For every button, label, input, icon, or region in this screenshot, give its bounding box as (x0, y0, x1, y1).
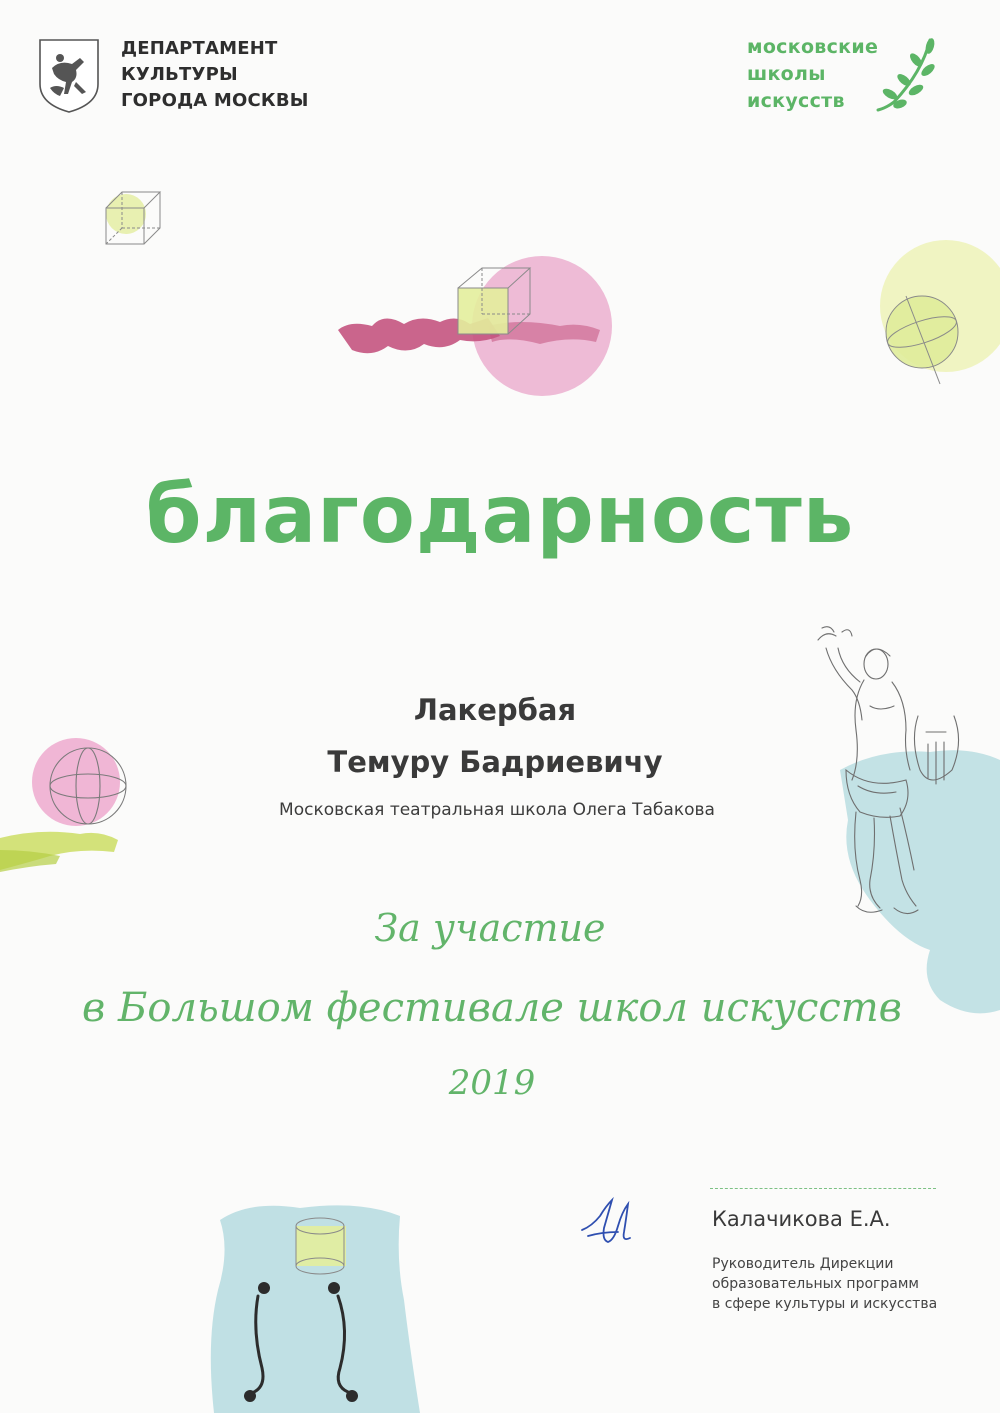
signature-mark (578, 1196, 634, 1248)
recipient-name (0, 684, 990, 788)
position-line: в сфере культуры и искусства (712, 1296, 938, 1312)
brand-line: искусств (747, 90, 845, 112)
pink-sphere-cube-sketch (338, 256, 612, 396)
department-line: КУЛЬТУРЫ (121, 64, 238, 85)
sphere-sketch-right (880, 240, 1000, 384)
position-line: Руководитель Дирекции (712, 1256, 894, 1272)
recipient-surname: Лакербая (413, 693, 577, 727)
school-name: Московская театральная школа Олега Табакова (279, 800, 715, 820)
reason-year: 2019 (448, 1063, 536, 1103)
position-line: образовательных программ (712, 1276, 919, 1292)
brand-line: школы (747, 63, 826, 85)
department-line: ДЕПАРТАМЕНТ (121, 38, 278, 59)
department-line: ГОРОДА МОСКВЫ (121, 90, 309, 111)
cube-sketch-top-left (106, 192, 160, 244)
signatory-name: Калачикова Е.А. (712, 1207, 891, 1231)
laurel-branch-icon (872, 36, 942, 116)
department-name (121, 36, 309, 114)
brand-line: московские (747, 36, 879, 58)
signature-line (710, 1188, 936, 1189)
recipient-given-names: Темуру Бадриевичу (327, 745, 663, 779)
moscow-coat-of-arms-icon (38, 38, 100, 114)
signatory-position (712, 1254, 937, 1314)
reason-line: За участие (374, 906, 606, 950)
certificate-title: благодарность (145, 468, 855, 561)
violin-sketch (211, 1205, 420, 1413)
schools-brand-name (747, 34, 878, 115)
reason-line: в Большом фестивале школ искусств (82, 985, 902, 1031)
